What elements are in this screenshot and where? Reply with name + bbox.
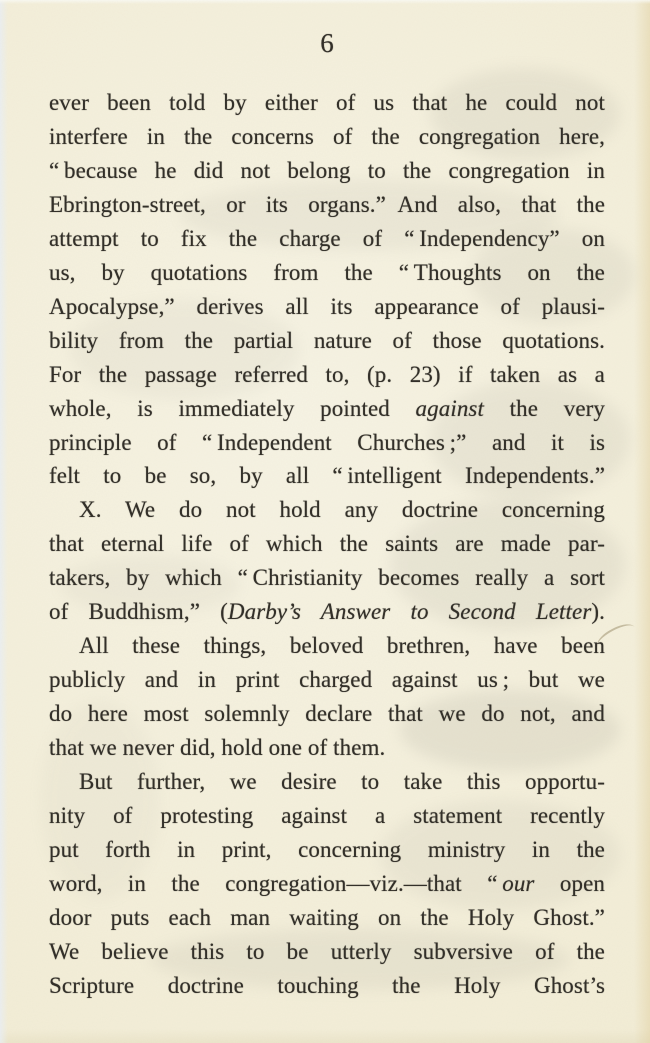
italic-text-segment: our	[502, 870, 535, 896]
text-line	[49, 697, 605, 731]
text-segment: felt to be so, by all “ intelligent Independents.”	[49, 463, 605, 489]
text-block	[49, 86, 605, 1003]
text-segment: the very	[483, 395, 605, 421]
text-segment: whole, is immediately pointed	[49, 395, 416, 421]
text-line	[49, 595, 605, 629]
text-segment: Ebrington-street, or its organs.” And also, that the	[49, 191, 605, 217]
text-segment: ).	[591, 599, 605, 625]
text-segment: “ because he did not belong to the congregation in	[49, 157, 605, 183]
text-segment: put forth in print, concerning ministry in the	[49, 836, 605, 862]
text-segment: Apocalypse,” derives all its appearance of plausi-	[49, 293, 605, 319]
text-line	[49, 392, 605, 426]
page-number: 6	[320, 28, 334, 58]
text-segment: All these things, beloved brethren, have been	[79, 633, 605, 659]
text-segment: bility from the partial nature of those quotations.	[49, 327, 605, 353]
text-segment: nity of protesting against a statement recently	[49, 803, 605, 829]
text-line	[49, 663, 605, 697]
text-segment: do here most solemnly declare that we do not, and	[49, 701, 605, 727]
text-segment: that we never did, hold one of them.	[49, 735, 386, 761]
italic-text-segment: against	[415, 395, 484, 421]
italic-text-segment: Darby’s Answer to Second Letter	[227, 599, 592, 625]
text-segment: principle of “ Independent Churches ;” and it is	[49, 429, 605, 455]
text-segment: We believe this to be utterly subversive of the	[49, 938, 605, 964]
text-line	[49, 120, 605, 154]
text-line	[49, 969, 605, 1003]
text-segment: word, in the congregation—viz.—that “	[49, 870, 503, 896]
text-segment: X. We do not hold any doctrine concerning	[79, 497, 605, 523]
text-line	[49, 324, 605, 358]
text-segment: of Buddhism,” (	[49, 599, 228, 625]
text-segment: attempt to fix the charge of “ Independency” on	[49, 225, 605, 251]
text-line	[49, 459, 605, 493]
text-line	[49, 256, 605, 290]
text-line	[49, 731, 605, 765]
text-line	[49, 527, 605, 561]
text-line	[49, 901, 605, 935]
text-line	[49, 358, 605, 392]
text-segment: that eternal life of which the saints are made par-	[49, 531, 605, 557]
text-line	[49, 799, 605, 833]
text-line	[49, 188, 605, 222]
text-segment: door puts each man waiting on the Holy Ghost.”	[49, 904, 605, 930]
text-segment: For the passage referred to, (p. 23) if taken as a	[49, 361, 605, 387]
text-line	[49, 561, 605, 595]
text-line	[49, 765, 605, 799]
text-line	[49, 493, 605, 527]
text-segment: takers, by which “ Christianity becomes really a sort	[49, 565, 605, 591]
text-segment: us, by quotations from the “ Thoughts on the	[49, 259, 605, 285]
text-segment: publicly and in print charged against us ; but we	[49, 667, 605, 693]
text-line	[49, 426, 605, 460]
text-line	[49, 154, 605, 188]
text-segment: ever been told by either of us that he could not	[49, 90, 605, 115]
text-segment: open	[534, 870, 605, 896]
text-line	[49, 935, 605, 969]
text-line	[49, 86, 605, 120]
text-line	[49, 290, 605, 324]
text-line	[49, 222, 605, 256]
text-segment: interfere in the concerns of the congregation here,	[49, 123, 605, 149]
text-segment: Scripture doctrine touching the Holy Ghost’s	[49, 972, 605, 998]
text-line	[49, 629, 605, 663]
text-line	[49, 867, 605, 901]
text-line	[49, 833, 605, 867]
text-segment: But further, we desire to take this opportu-	[79, 769, 605, 795]
